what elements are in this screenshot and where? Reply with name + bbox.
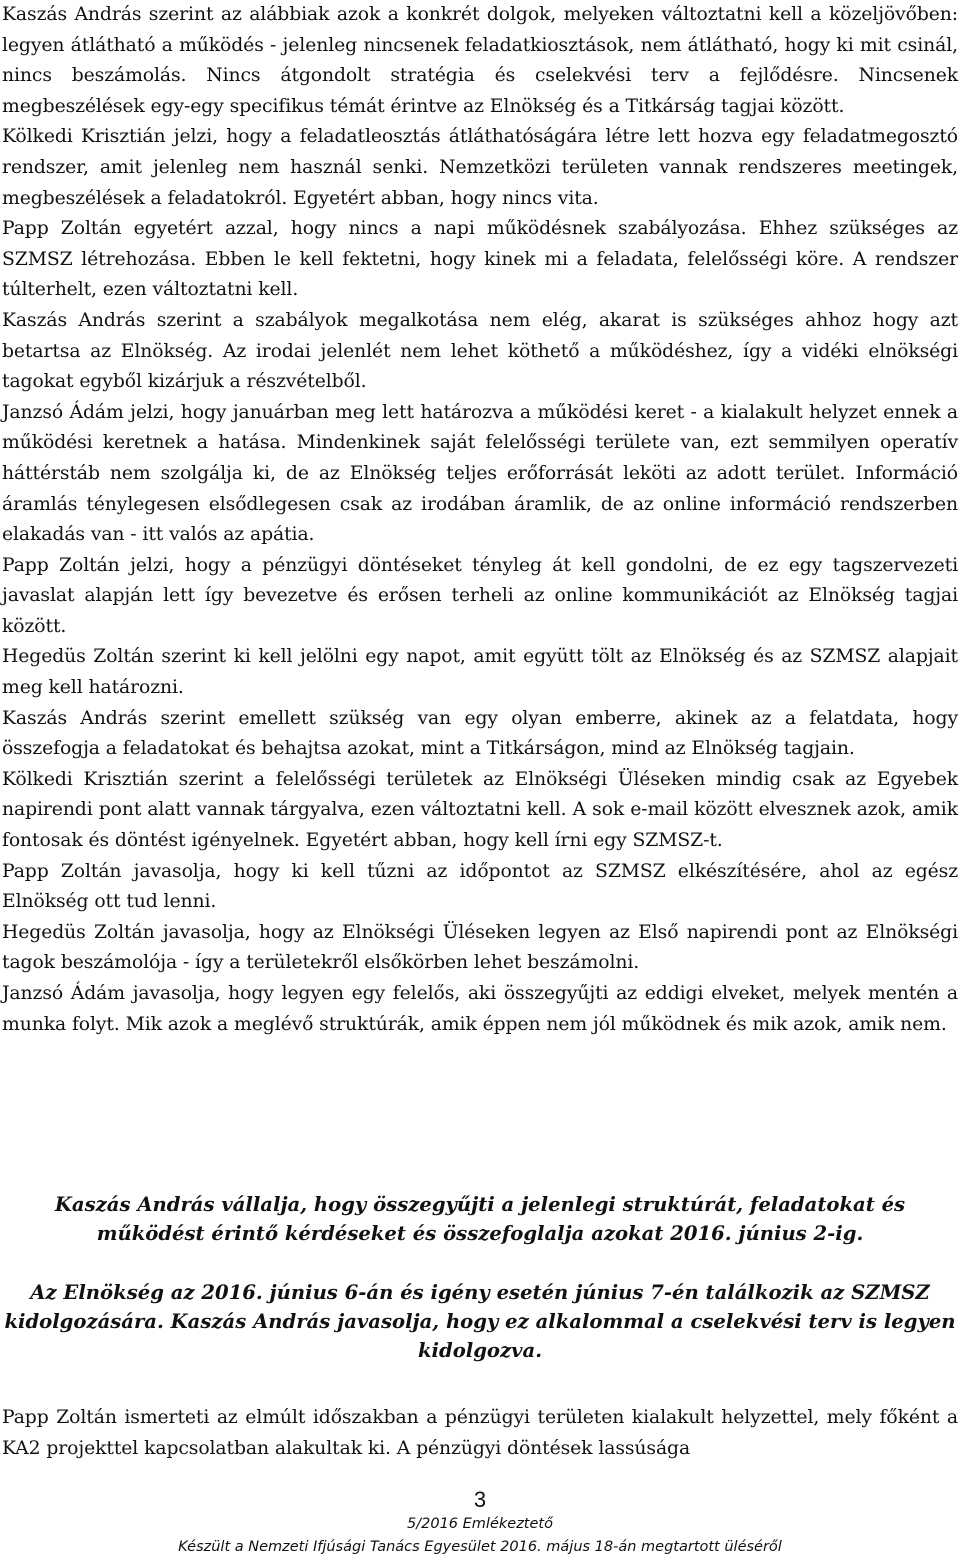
paragraph: Papp Zoltán jelzi, hogy a pénzügyi döntéseket tényleg át kell gondolni, de ez egy tagszervezeti javaslat alapján lett így bevezetve és erősen terheli az online kommunikációt az Elnökség tagjai között. xyxy=(2,554,958,637)
paragraph: Kaszás András szerint a szabályok megalkotása nem elég, akarat is szükséges ahhoz hogy azt betartsa az Elnökség. Az irodai jelenlét nem lehet köthető a működéshez, így a vidéki elnökségi tagokat egyből kizárjuk a részvételből. xyxy=(2,309,958,393)
paragraph: Papp Zoltán egyetért azzal, hogy nincs a napi működésnek szabályozása. Ehhez szükséges az SZMSZ létrehozása. Ebben le kell fektetni, hogy kinek mi a feladata, felelősségi köre. A rendszer túlterhelt, ezen változtatni kell. xyxy=(2,218,958,301)
paragraph: Kölkedi Krisztián szerint a felelősségi területek az Elnökségi Üléseken mindig csak az Egyebek napirendi pont alatt vannak tárgyalva, ezen változtatni kell. A sok e-mail között elvesznek azok, amik fontosak és döntést igényelnek. Egyetért abban, hogy kell írni egy SZMSZ-t. xyxy=(2,768,958,852)
paragraph: Kaszás András szerint emellett szükség van egy olyan emberre, akinek az a felatdata, hogy összefogja a feladatokat és behajtsa azokat, mint a Titkárságon, mind az Elnökség tagjain. xyxy=(2,707,958,760)
paragraph: Hegedüs Zoltán szerint ki kell jelölni egy napot, amit együtt tölt az Elnökség és az SZMSZ alapjait meg kell határozni. xyxy=(2,646,958,699)
decision-statement: Kaszás András vállalja, hogy összegyűjti a jelenlegi struktúrát, feladatokat és működést érintő kérdéseket és összefoglalja azokat 2016. június 2-ig. xyxy=(54,1193,906,1245)
paragraph: Papp Zoltán javasolja, hogy ki kell tűzni az időpontot az SZMSZ elkészítésére, ahol az egész Elnökség ott tud lenni. xyxy=(2,860,958,913)
page-number: 3 xyxy=(473,1487,487,1512)
footer-title: 5/2016 Emlékeztető xyxy=(407,1516,553,1532)
paragraph: Kaszás András szerint az alábbiak azok a konkrét dolgok, melyeken változtatni kell a közeljövőben: legyen átlátható a működés - jelenleg nincsenek feladatkiosztások, nem átlátható, hogy ki mit csinál, nincs beszámolás. Nincs átgondolt stratégia és cselekvési terv a fejlődésre. Nincsenek megbeszélések egy-egy specifikus témát érintve az Elnökség és a Titkárság tagjai között. xyxy=(2,4,958,117)
paragraph: Janzsó Ádám jelzi, hogy januárban meg lett határozva a működési keret - a kialakult helyzet ennek a működési keretnek a hatása. Mindenkinek saját felelősségi területe van, ezt semmilyen operatív háttérstáb nem szolgálja ki, de az Elnökség teljes erőforrását leköti az adott terület. Információ áramlás ténylegesen elsődlegesen csak az irodában áramlik, de az online információ rendszerben elakadás van - itt valós az apátia. xyxy=(2,401,958,546)
decision-statement: Az Elnökség az 2016. június 6-án és igény esetén június 7-én találkozik az SZMSZ kidolgozására. Kaszás András javasolja, hogy ez alkalommal a cselekvési terv is legyen kidolgozva. xyxy=(4,1281,956,1362)
minutes-body xyxy=(2,0,958,1040)
closing-paragraph: Papp Zoltán ismerteti az elmúlt időszakban a pénzügyi területen kialakult helyzettel, mely főként a KA2 projekttel kapcsolatban alakultak ki. A pénzügyi döntések lassúsága xyxy=(2,1407,958,1459)
paragraph: Hegedüs Zoltán javasolja, hogy az Elnökségi Üléseken legyen az Első napirendi pont az Elnökségi tagok beszámolója - így a területekről elsőkörben lehet beszámolni. xyxy=(2,921,958,974)
paragraph: Kölkedi Krisztián jelzi, hogy a feladatleosztás átláthatóságára létre lett hozva egy feladatmegosztó rendszer, amit jelenleg nem használ senki. Nemzetközi területen vannak rendszeres meetingek, megbeszélések a feladatokról. Egyetért abban, hogy nincs vita. xyxy=(2,126,958,209)
paragraph: Janzsó Ádám javasolja, hogy legyen egy felelős, aki összegyűjti az eddigi elveket, melyek mentén a munka folyt. Mik azok a meglévő struktúrák, amik éppen nem jól működnek és mik azok, amik nem. xyxy=(2,983,958,1035)
footer-subtitle: Készült a Nemzeti Ifjúsági Tanács Egyesület 2016. május 18-án megtartott üléséről xyxy=(178,1539,782,1555)
